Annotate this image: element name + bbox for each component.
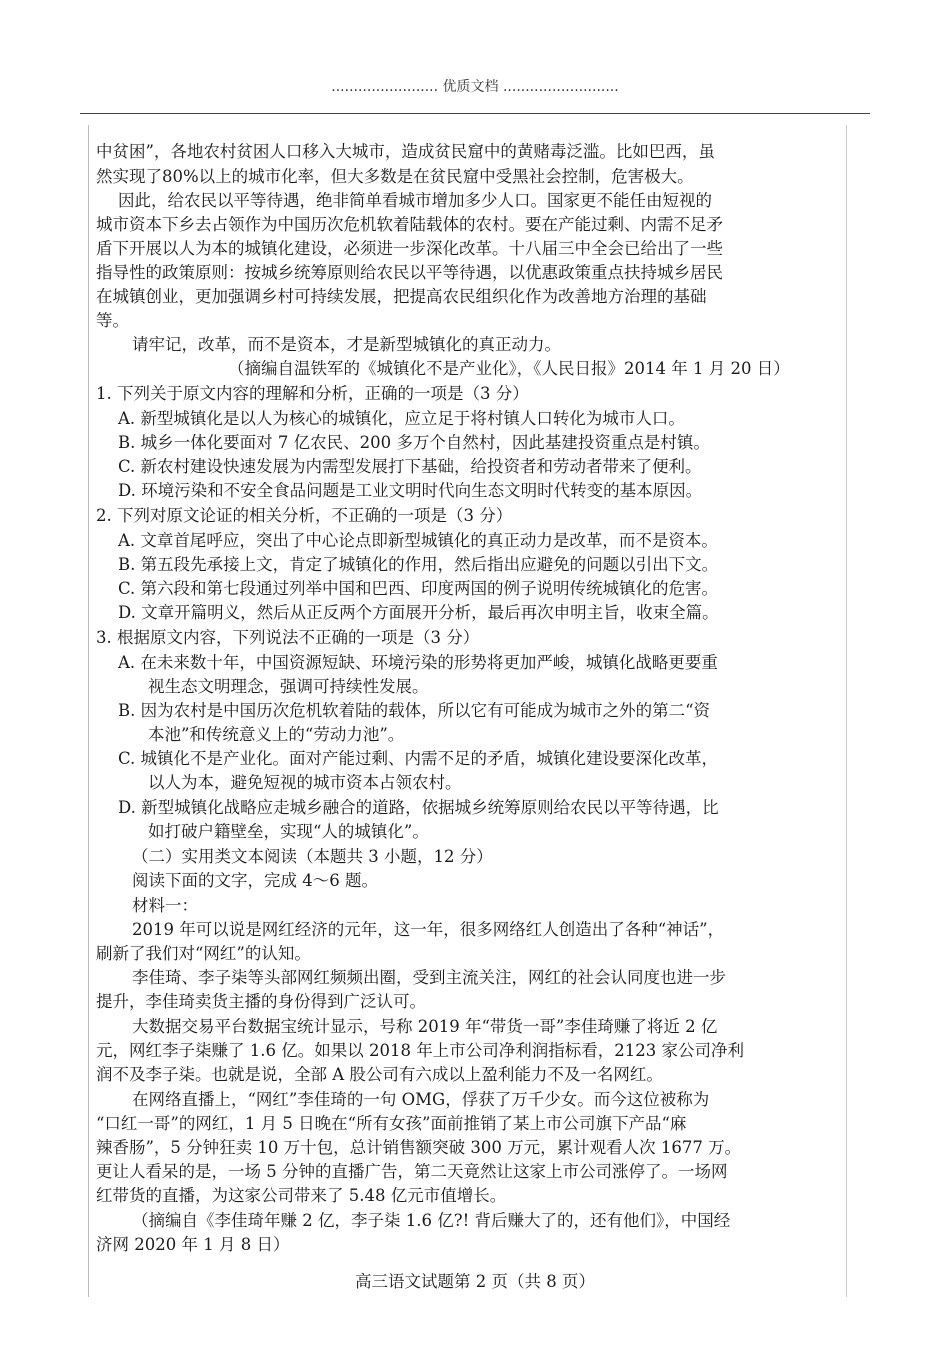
text-line: 1. 下列关于原文内容的理解和分析，正确的一项是（3 分） bbox=[96, 384, 529, 403]
text-line: 城市资本下乡去占领作为中国历次危机软着陆载体的农村。要在产能过剩、内需不足矛 bbox=[96, 215, 723, 234]
text-line: D. 新型城镇化战略应走城乡融合的道路，依据城乡统筹原则给农民以平等待遇，比 bbox=[118, 798, 719, 817]
text-line: 盾下开展以人为本的城镇化建设，必须进一步深化改革。十八届三中全会已给出了一些 bbox=[96, 239, 723, 258]
text-line: 阅读下面的文字，完成 4～6 题。 bbox=[132, 871, 378, 890]
text-line: 本池”和传统意义上的“劳动力池”。 bbox=[148, 725, 405, 744]
text-line: C. 新农村建设快速发展为内需型发展打下基础，给投资者和劳动者带来了便利。 bbox=[118, 457, 702, 476]
text-line: A. 文章首尾呼应，突出了中心论点即新型城镇化的真正动力是改革，而不是资本。 bbox=[118, 531, 718, 550]
text-line: 然实现了80%以上的城市化率，但大多数是在贫民窟中受黑社会控制，危害极大。 bbox=[96, 167, 694, 186]
text-line: 视生态文明理念，强调可持续性发展。 bbox=[148, 677, 429, 696]
text-line: B. 第五段先承接上文，肯定了城镇化的作用，然后指出应避免的问题以引出下文。 bbox=[118, 555, 719, 574]
text-line: 济网 2020 年 1 月 8 日） bbox=[96, 1235, 290, 1254]
text-line: （二）实用类文本阅读（本题共 3 小题，12 分） bbox=[132, 847, 493, 866]
text-line: 中贫困”，各地农村贫困人口移入大城市，造成贫民窟中的黄赌毒泛滥。比如巴西，虽 bbox=[96, 142, 715, 161]
text-line: 3. 根据原文内容，下列说法不正确的一项是（3 分） bbox=[96, 628, 480, 647]
text-line: 在网络直播上，“网红”李佳琦的一句 OMG，俘获了万千少女。而今这位被称为 bbox=[132, 1090, 710, 1109]
header-divider bbox=[80, 113, 870, 114]
text-line: 在城镇创业，更加强调乡村可持续发展，把提高农民组织化作为改善地方治理的基础 bbox=[96, 287, 707, 306]
text-line: 大数据交易平台数据宝统计显示，号称 2019 年“带货一哥”李佳琦赚了将近 2 亿 bbox=[132, 1017, 718, 1036]
text-line: 元，网红李子柒赚了 1.6 亿。如果以 2018 年上市公司净利润指标看，2123 家公司净利 bbox=[96, 1041, 744, 1060]
text-line: C. 城镇化不是产业化。面对产能过剩、内需不足的矛盾，城镇化建设要深化改革， bbox=[118, 749, 719, 768]
text-line: 辣香肠”，5 分钟狂卖 10 万十包，总计销售额突破 300 万元，累计观看人次 1677 万。 bbox=[96, 1138, 742, 1157]
text-line: 请牢记，改革，而不是资本，才是新型城镇化的真正动力。 bbox=[132, 335, 561, 354]
text-line: 以人为本，避免短视的城市资本占领农村。 bbox=[148, 773, 462, 792]
text-line: B. 城乡一体化要面对 7 亿农民、200 多万个自然村，因此基建投资重点是村镇。 bbox=[118, 433, 710, 452]
text-line: D. 文章开篇明义，然后从正反两个方面展开分析，最后再次申明主旨，收束全篇。 bbox=[118, 603, 719, 622]
text-line: 李佳琦、李子柒等头部网红频频出圈，受到主流关注，网红的社会认同度也进一步 bbox=[132, 968, 726, 987]
page-header: ........................ 优质文档 .......................... bbox=[331, 79, 619, 95]
text-line: 红带货的直播，为这家公司带来了 5.48 亿元市值增长。 bbox=[96, 1186, 507, 1205]
text-line: （摘编自《李佳琦年赚 2 亿，李子柒 1.6 亿?! 背后赚大了的，还有他们》，中国经 bbox=[132, 1211, 731, 1230]
text-line: D. 环境污染和不安全食品问题是工业文明时代向生态文明时代转变的基本原因。 bbox=[118, 481, 703, 500]
text-line: 刷新了我们对“网红”的认知。 bbox=[96, 944, 311, 963]
text-line: A. 新型城镇化是以人为核心的城镇化，应立足于将村镇人口转化为城市人口。 bbox=[118, 409, 685, 428]
text-line: 2019 年可以说是网红经济的元年，这一年，很多网络红人创造出了各种“神话”， bbox=[132, 920, 725, 939]
text-line: 等。 bbox=[96, 311, 129, 330]
text-line: （摘编自温铁军的《城镇化不是产业化》，《人民日报》2014 年 1 月 20 日） bbox=[228, 359, 790, 378]
text-line: 因此，给农民以平等待遇，绝非简单看城市增加多少人口。国家更不能任由短视的 bbox=[118, 191, 712, 210]
text-line: 指导性的政策原则：按城乡统筹原则给农民以平等待遇，以优惠政策重点扶持城乡居民 bbox=[96, 263, 723, 282]
text-line: A. 在未来数十年，中国资源短缺、环境污染的形势将更加严峻，城镇化战略更要重 bbox=[118, 653, 718, 672]
text-line: C. 第六段和第七段通过列举中国和巴西、印度两国的例子说明传统城镇化的危害。 bbox=[118, 579, 719, 598]
text-line: “口红一哥”的网红，1 月 5 日晚在“所有女孩”面前推销了某上市公司旗下产品“麻 bbox=[96, 1114, 687, 1133]
text-line: 更让人看呆的是，一场 5 分钟的直播广告，第二天竟然让这家上市公司涨停了。一场网 bbox=[96, 1162, 728, 1181]
text-line: 如打破户籍壁垒，实现“人的城镇化”。 bbox=[148, 822, 429, 841]
text-line: 润不及李子柒。也就是说，全部 A 股公司有六成以上盈利能力不及一名网红。 bbox=[96, 1065, 663, 1084]
page-footer: 高三语文试题第 2 页（共 8 页） bbox=[355, 1272, 595, 1291]
text-line: 材料一： bbox=[132, 896, 198, 915]
text-line: 2. 下列对原文论证的相关分析，不正确的一项是（3 分） bbox=[96, 506, 513, 525]
text-line: B. 因为农村是中国历次危机软着陆的载体，所以它有可能成为城市之外的第二“资 bbox=[118, 701, 711, 720]
text-line: 提升，李佳琦卖货主播的身份得到广泛认可。 bbox=[96, 992, 426, 1011]
